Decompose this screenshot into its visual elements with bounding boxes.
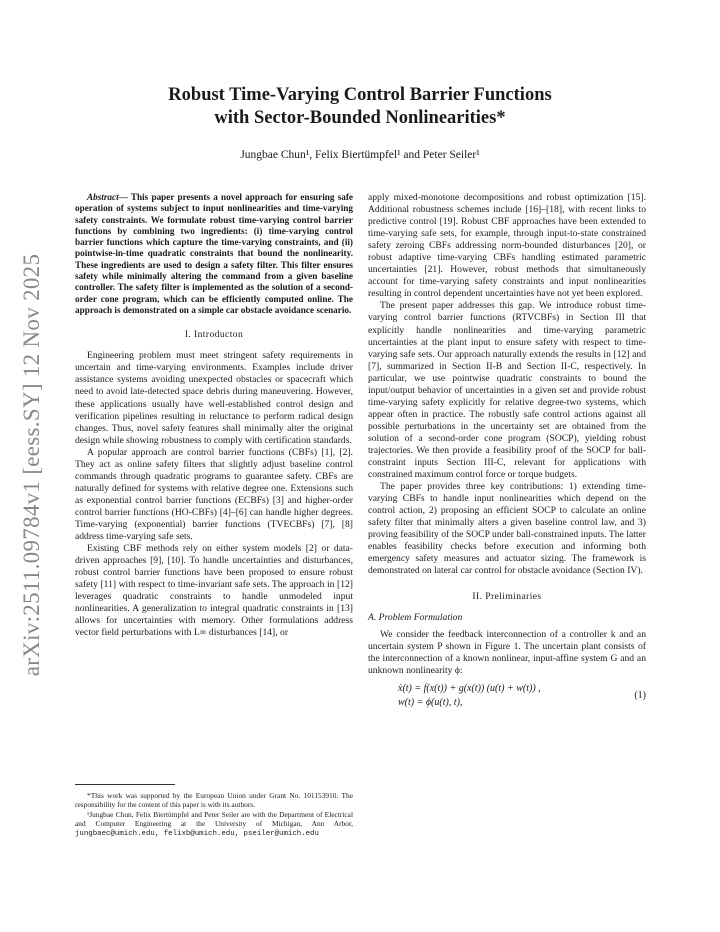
- footnotes: [75, 791, 353, 839]
- right-paragraph-1: apply mixed-monotone decompositions and robust optimization [15]. Additional robustness schemes include [16]–[18], with recent links to predictive control [19]. Robust CBF approaches have been extended to time-varying safe sets, for example, through input-to-state constrained safety zeroing CBFs addressing norm-bounded disturbances [20], or robust adaptive time-varying CBFs handling estimated parametric uncertainties [21]. However, robust methods that simultaneously account for time-varying safety constraints and input nonlinearities resulting in control dependent uncertainties have not yet been explored.: [368, 192, 646, 300]
- author-list: Jungbae Chun¹, Felix Biertümpfel¹ and Peter Seiler¹: [240, 149, 480, 161]
- equation-line-2: w(t) = ϕ(u(t), t),: [398, 696, 463, 708]
- left-column: [75, 192, 353, 639]
- arxiv-sidebar-stamp: [19, 240, 44, 690]
- author-emails[interactable]: jungbaec@umich.edu, felixb@umich.edu, pseiler@umich.edu: [75, 830, 319, 839]
- right-paragraph-3: The paper provides three key contributions: 1) extending time-varying CBFs to handle input nonlinearities which depend on the control action, 2) proposing an efficient SOCP to calculate an online safety filter that minimally alters a given baseline control law, and 3) proving feasibility of the SOCP under ball-constrained inputs. The latter enables feasibility checks before execution and informing both emergency safety measures and actuator sizing. The framework is demonstrated on lateral car control for obstacle avoidance (Section IV).: [368, 481, 646, 577]
- intro-paragraph-2: A popular approach are control barrier functions (CBFs) [1], [2]. They act as online safety filters that slightly adjust baseline control commands through quadratic programs to guarantee safety. CBFs are naturally defined for systems with relative degree one. Extensions such as exponential control barrier functions (ECBFs) [3] and higher-order control barrier functions (HO-CBFs) [4]–[6] can handle higher degrees. Time-varying (exponential) barrier functions (TVECBFs) [7], [8] address time-varying safe sets.: [75, 446, 353, 543]
- footnote-rule: [75, 784, 175, 785]
- title-line-2: with Sector-Bounded Nonlinearities*: [214, 108, 506, 128]
- subsection-heading: A. Problem Formulation: [368, 611, 463, 623]
- equation-1: [368, 682, 646, 710]
- abstract-label: Abstract—: [87, 192, 128, 202]
- intro-paragraph-3: Existing CBF methods rely on either system models [2] or data-driven approaches [9], [10]. To handle uncertainties and disturbances, robust control barrier functions have been proposed to ensure robust safety [11] with respect to time-invariant safe sets. The approach in [12] leverages quadratic constraints to handle unmodeled input nonlinearities. A generalization to integral quadratic constraints in [13] allows for uncertainties with memory. Other formulations address vector field perturbations with L∞ disturbances [14], or: [75, 543, 353, 639]
- paper-title: [0, 84, 720, 130]
- section-heading-introduction: I. Introducton: [184, 329, 244, 341]
- affiliation-text: ¹Jungbae Chun, Felix Biertümpfel and Peter Seiler are with the Department of Electrical and Computer Engineering at the University of Michigan, Ann Arbor,: [75, 809, 353, 828]
- section-heading-preliminaries: II. Preliminaries: [472, 590, 542, 602]
- equation-line-1: ẋ(t) = f(x(t)) + g(x(t)) (u(t) + w(t)) ,: [398, 682, 541, 694]
- right-paragraph-2: The present paper addresses this gap. We introduce robust time-varying control barrier functions (RTVCBFs) in Section III that explicitly handle nonlinearities and time-varying parametric uncertainties at the plant input to ensure safety with respect to time-varying safe sets. Our approach naturally extends the results in [12] and [7], summarized in Section II-B and Section II-C, respectively. In particular, we use pointwise quadratic constraints to bound the input/output behavior of uncertainties in a given set and provide robust time-varying safety explicitly for relative degree-two systems, which appear often in practice. The robustly safe control actions against all possible perturbations in the uncertainty set are obtained from the solution of a second-order cone program (SOCP), yielding robust trajectories. We then provide a feasibility proof of the SOCP for ball-constraint inputs Section III-C, relevant for applications with constrained maximum control force or torque budgets.: [368, 300, 646, 481]
- abstract-text: This paper presents a novel approach for ensuring safe operation of systems subject to input nonlinearities and time-varying safety constraints. We formulate robust time-varying control barrier functions by combining two ingredients: (i) time-varying control barrier functions which capture the time-varying constraints, and (ii) pointwise-in-time quadratic constraints that bound the nonlinearity. These ingredients are used to design a safety filter. This filter ensures safety while minimally altering the command from a given baseline controller. The safety filter is implemented as the solution of a second-order cone program, which can be efficiently computed online. The approach is demonstrated on a simple car obstacle avoidance scenario.: [75, 192, 353, 315]
- right-column: [368, 192, 646, 710]
- equation-number: (1): [634, 689, 646, 701]
- arxiv-identifier: arXiv:2511.09784v1 [eess.SY] 12 Nov 2025: [19, 253, 44, 677]
- footnote-affiliation: [75, 810, 353, 840]
- right-paragraph-4: We consider the feedback interconnection of a controller k and an uncertain system P shown in Figure 1. The uncertain plant consists of the interconnection of a known nonlinear, input-affine system G and an unknown nonlinearity ϕ:: [368, 628, 646, 676]
- title-line-1: Robust Time-Varying Control Barrier Functions: [168, 85, 552, 105]
- abstract: [75, 192, 353, 316]
- footnote-funding: *This work was supported by the European Union under Grant No. 101153910. The responsibility for the content of this paper is with its authors.: [75, 791, 353, 810]
- intro-paragraph-1: Engineering problem must meet stringent safety requirements in uncertain and time-varying environments. Examples include driver assistance systems avoiding unexpected obstacles or spacecraft which need to avoid late-detected space debris during maneuvering. However, these applications usually have well-established control design and verification pipelines resulting in reluctance to perform radical design changes. Thus, novel safety features shall minimally alter the original design while showing robustness to comply with certification standards.: [75, 350, 353, 446]
